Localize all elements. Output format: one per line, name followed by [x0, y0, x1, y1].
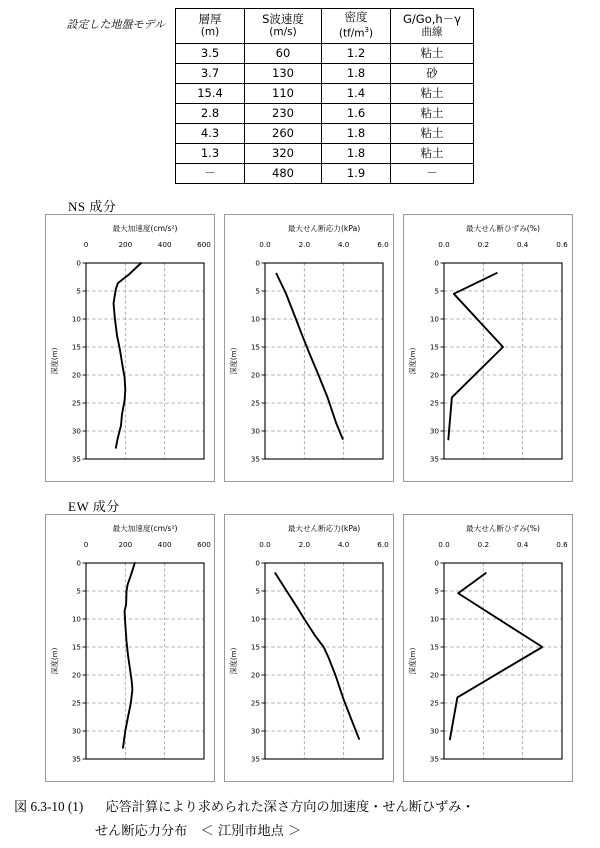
y-axis-label-ew-strain: 深度(m) — [408, 647, 417, 675]
table-row — [176, 64, 474, 84]
x-tick-label-ew-strain-0: 0.0 — [438, 540, 450, 549]
x-tick-label-ew-strain-3: 0.6 — [556, 540, 568, 549]
table-cell: 1.4 — [322, 84, 391, 104]
chart-panel-ns-stress — [224, 214, 394, 482]
chart-svg-ns-stress — [225, 215, 393, 481]
table-cell: 110 — [245, 84, 322, 104]
x-tick-label-ew-stress-2: 4.0 — [337, 540, 350, 549]
chart-row-ns — [45, 214, 573, 482]
chart-title-ew-accel: 最大加速度(cm/s²) — [112, 524, 178, 533]
table-row — [176, 124, 474, 144]
table-cell: 3.5 — [176, 44, 245, 64]
x-tick-label-ns-stress-0: 0.0 — [259, 240, 271, 249]
y-tick-label-ew-accel-6: 30 — [71, 726, 81, 736]
chart-panel-ew-accel — [45, 514, 215, 782]
table-cell: 1.8 — [322, 64, 391, 84]
table-cell: 130 — [245, 64, 322, 84]
column-header-thickness-unit: (m) — [200, 26, 220, 38]
y-tick-label-ns-strain-2: 10 — [429, 314, 439, 324]
figure-caption-line1 — [0, 795, 600, 820]
y-tick-label-ns-accel-4: 20 — [71, 370, 81, 380]
table-cell: 1.8 — [322, 144, 391, 164]
chart-svg-ns-accel — [46, 215, 214, 481]
data-series-ew-stress — [275, 573, 359, 739]
table-cell: － — [176, 164, 245, 184]
ground-model-table — [175, 8, 474, 184]
y-tick-label-ew-stress-0: 0 — [255, 558, 260, 568]
plot-frame-ew-strain — [444, 563, 562, 759]
figure-caption — [0, 795, 600, 844]
column-header-thickness — [176, 9, 245, 44]
figure-caption-line2: せん断応力分布 ＜ 江別市地点 ＞ — [95, 824, 302, 839]
y-tick-label-ns-strain-3: 15 — [429, 342, 439, 352]
chart-svg-ew-strain — [404, 515, 572, 781]
y-tick-label-ew-stress-5: 25 — [250, 698, 260, 708]
x-tick-label-ew-stress-3: 6.0 — [377, 540, 389, 549]
table-cell: 1.8 — [322, 124, 391, 144]
y-tick-label-ns-stress-0: 0 — [255, 258, 260, 268]
y-axis-label-ew-accel: 深度(m) — [50, 647, 59, 675]
y-axis-label-ns-accel: 深度(m) — [50, 347, 59, 375]
y-axis-label-ns-strain: 深度(m) — [408, 347, 417, 375]
table-cell: － — [391, 164, 474, 184]
y-tick-label-ns-stress-6: 30 — [250, 426, 260, 436]
x-tick-label-ns-accel-0: 0 — [83, 240, 89, 249]
y-tick-label-ns-accel-5: 25 — [71, 398, 81, 408]
chart-svg-ew-accel — [46, 515, 214, 781]
table-row — [176, 164, 474, 184]
x-tick-label-ns-stress-1: 2.0 — [298, 240, 311, 249]
y-tick-label-ew-strain-7: 35 — [429, 754, 439, 764]
y-tick-label-ns-strain-4: 20 — [429, 370, 439, 380]
x-tick-label-ew-accel-0: 0 — [83, 540, 89, 549]
table-cell: 粘土 — [391, 124, 474, 144]
table-row — [176, 144, 474, 164]
x-tick-label-ew-strain-2: 0.4 — [516, 540, 529, 549]
table-cell: 1.6 — [322, 104, 391, 124]
figure-number: 図 6.3-10 (1) — [14, 799, 84, 814]
chart-title-ew-stress: 最大せん断応力(kPa) — [287, 524, 361, 533]
y-tick-label-ew-accel-0: 0 — [76, 558, 81, 568]
column-header-curve-unit: 曲線 — [421, 26, 443, 38]
table-cell: 4.3 — [176, 124, 245, 144]
y-tick-label-ns-strain-7: 35 — [429, 454, 439, 464]
component-label-ns: NS 成分 — [68, 199, 117, 214]
x-tick-label-ns-strain-3: 0.6 — [556, 240, 568, 249]
x-tick-label-ew-stress-0: 0.0 — [259, 540, 271, 549]
x-tick-label-ns-strain-0: 0.0 — [438, 240, 450, 249]
y-axis-label-ew-stress: 深度(m) — [229, 647, 238, 675]
column-header-svelocity-unit: (m/s) — [269, 26, 297, 38]
y-tick-label-ew-accel-7: 35 — [71, 754, 81, 764]
y-tick-label-ew-strain-3: 15 — [429, 642, 439, 652]
chart-title-ns-strain: 最大せん断ひずみ(%) — [466, 224, 540, 233]
x-tick-label-ew-accel-2: 400 — [157, 540, 172, 549]
table-cell: 粘土 — [391, 84, 474, 104]
column-header-density — [322, 9, 391, 44]
chart-svg-ns-strain — [404, 215, 572, 481]
plot-frame-ns-strain — [444, 263, 562, 459]
y-tick-label-ew-strain-0: 0 — [434, 558, 439, 568]
ground-model-caption: 設定した地盤モデル — [66, 18, 165, 31]
y-tick-label-ns-accel-7: 35 — [71, 454, 81, 464]
x-tick-label-ns-accel-1: 200 — [118, 240, 133, 249]
data-series-ns-strain — [448, 273, 503, 439]
y-tick-label-ns-stress-1: 5 — [255, 286, 260, 296]
plot-frame-ns-accel — [86, 263, 204, 459]
table-cell: 320 — [245, 144, 322, 164]
table-cell: 1.3 — [176, 144, 245, 164]
y-tick-label-ew-stress-6: 30 — [250, 726, 260, 736]
table-row — [176, 44, 474, 64]
y-tick-label-ew-stress-4: 20 — [250, 670, 260, 680]
x-tick-label-ew-stress-1: 2.0 — [298, 540, 311, 549]
chart-row-ew — [45, 514, 573, 782]
x-tick-label-ns-stress-2: 4.0 — [337, 240, 350, 249]
chart-title-ns-stress: 最大せん断応力(kPa) — [287, 224, 361, 233]
table-cell: 15.4 — [176, 84, 245, 104]
y-tick-label-ew-accel-4: 20 — [71, 670, 81, 680]
table-cell: 粘土 — [391, 144, 474, 164]
column-header-svelocity — [245, 9, 322, 44]
y-tick-label-ew-accel-3: 15 — [71, 642, 81, 652]
y-tick-label-ns-accel-6: 30 — [71, 426, 81, 436]
table-cell: 3.7 — [176, 64, 245, 84]
table-cell: 60 — [245, 44, 322, 64]
ground-model-table-head — [176, 9, 474, 44]
x-tick-label-ew-accel-1: 200 — [118, 540, 133, 549]
column-header-thickness-main: 層厚 — [198, 12, 222, 26]
y-tick-label-ew-stress-1: 5 — [255, 586, 260, 596]
x-tick-label-ns-strain-2: 0.4 — [516, 240, 529, 249]
column-header-density-main: 密度 — [344, 10, 368, 25]
y-tick-label-ew-accel-5: 25 — [71, 698, 81, 708]
y-tick-label-ew-strain-4: 20 — [429, 670, 439, 680]
figure-caption-text1: 応答計算により求められた深さ方向の加速度・せん断ひずみ・ — [105, 800, 475, 815]
x-tick-label-ew-accel-3: 600 — [197, 540, 211, 549]
y-tick-label-ns-accel-3: 15 — [71, 342, 81, 352]
y-tick-label-ew-strain-2: 10 — [429, 614, 439, 624]
x-tick-label-ns-strain-1: 0.2 — [477, 240, 490, 249]
y-tick-label-ns-strain-5: 25 — [429, 398, 439, 408]
y-tick-label-ew-strain-5: 25 — [429, 698, 439, 708]
y-axis-label-ns-stress: 深度(m) — [229, 347, 238, 375]
x-tick-label-ns-accel-2: 400 — [157, 240, 172, 249]
x-tick-label-ns-accel-3: 600 — [197, 240, 211, 249]
table-cell: 260 — [245, 124, 322, 144]
table-cell: 1.9 — [322, 164, 391, 184]
column-header-density-unit: $(tf/m^3)$ — [338, 26, 374, 40]
column-header-svelocity-main: S波速度 — [262, 12, 304, 26]
column-header-curve-main: G/Go,h－γ — [403, 12, 461, 26]
y-tick-label-ew-stress-2: 10 — [250, 614, 260, 624]
chart-panel-ns-accel — [45, 214, 215, 482]
column-header-curve — [391, 9, 474, 44]
y-tick-label-ns-strain-1: 5 — [434, 286, 439, 296]
data-series-ns-stress — [276, 274, 342, 439]
y-tick-label-ns-accel-2: 10 — [71, 314, 81, 324]
chart-panel-ew-stress — [224, 514, 394, 782]
x-tick-label-ew-strain-1: 0.2 — [477, 540, 490, 549]
table-cell: 480 — [245, 164, 322, 184]
y-tick-label-ns-strain-0: 0 — [434, 258, 439, 268]
table-cell: 2.8 — [176, 104, 245, 124]
y-tick-label-ns-stress-2: 10 — [250, 314, 260, 324]
chart-title-ns-accel: 最大加速度(cm/s²) — [112, 224, 178, 233]
chart-panel-ns-strain — [403, 214, 573, 482]
chart-title-ew-strain: 最大せん断ひずみ(%) — [466, 524, 540, 533]
table-header-row — [176, 9, 474, 44]
plot-frame-ew-accel — [86, 563, 204, 759]
table-cell: 1.2 — [322, 44, 391, 64]
table-row — [176, 84, 474, 104]
table-cell: 粘土 — [391, 104, 474, 124]
y-tick-label-ew-strain-1: 5 — [434, 586, 439, 596]
plot-frame-ew-stress — [265, 563, 383, 759]
y-tick-label-ns-accel-1: 5 — [76, 286, 81, 296]
y-tick-label-ns-stress-3: 15 — [250, 342, 260, 352]
component-label-ew: EW 成分 — [68, 499, 120, 514]
data-series-ew-strain — [450, 573, 542, 739]
chart-svg-ew-stress — [225, 515, 393, 781]
y-tick-label-ns-stress-7: 35 — [250, 454, 260, 464]
y-tick-label-ns-accel-0: 0 — [76, 258, 81, 268]
y-tick-label-ns-strain-6: 30 — [429, 426, 439, 436]
chart-panel-ew-strain — [403, 514, 573, 782]
table-row — [176, 104, 474, 124]
y-tick-label-ns-stress-4: 20 — [250, 370, 260, 380]
ground-model-block — [0, 8, 600, 184]
y-tick-label-ew-stress-7: 35 — [250, 754, 260, 764]
table-cell: 砂 — [391, 64, 474, 84]
ground-model-table-body — [176, 44, 474, 184]
y-tick-label-ew-accel-1: 5 — [76, 586, 81, 596]
y-tick-label-ew-stress-3: 15 — [250, 642, 260, 652]
table-cell: 粘土 — [391, 44, 474, 64]
x-tick-label-ns-stress-3: 6.0 — [377, 240, 389, 249]
y-tick-label-ew-accel-2: 10 — [71, 614, 81, 624]
plot-frame-ns-stress — [265, 263, 383, 459]
y-tick-label-ns-stress-5: 25 — [250, 398, 260, 408]
table-cell: 230 — [245, 104, 322, 124]
y-tick-label-ew-strain-6: 30 — [429, 726, 439, 736]
